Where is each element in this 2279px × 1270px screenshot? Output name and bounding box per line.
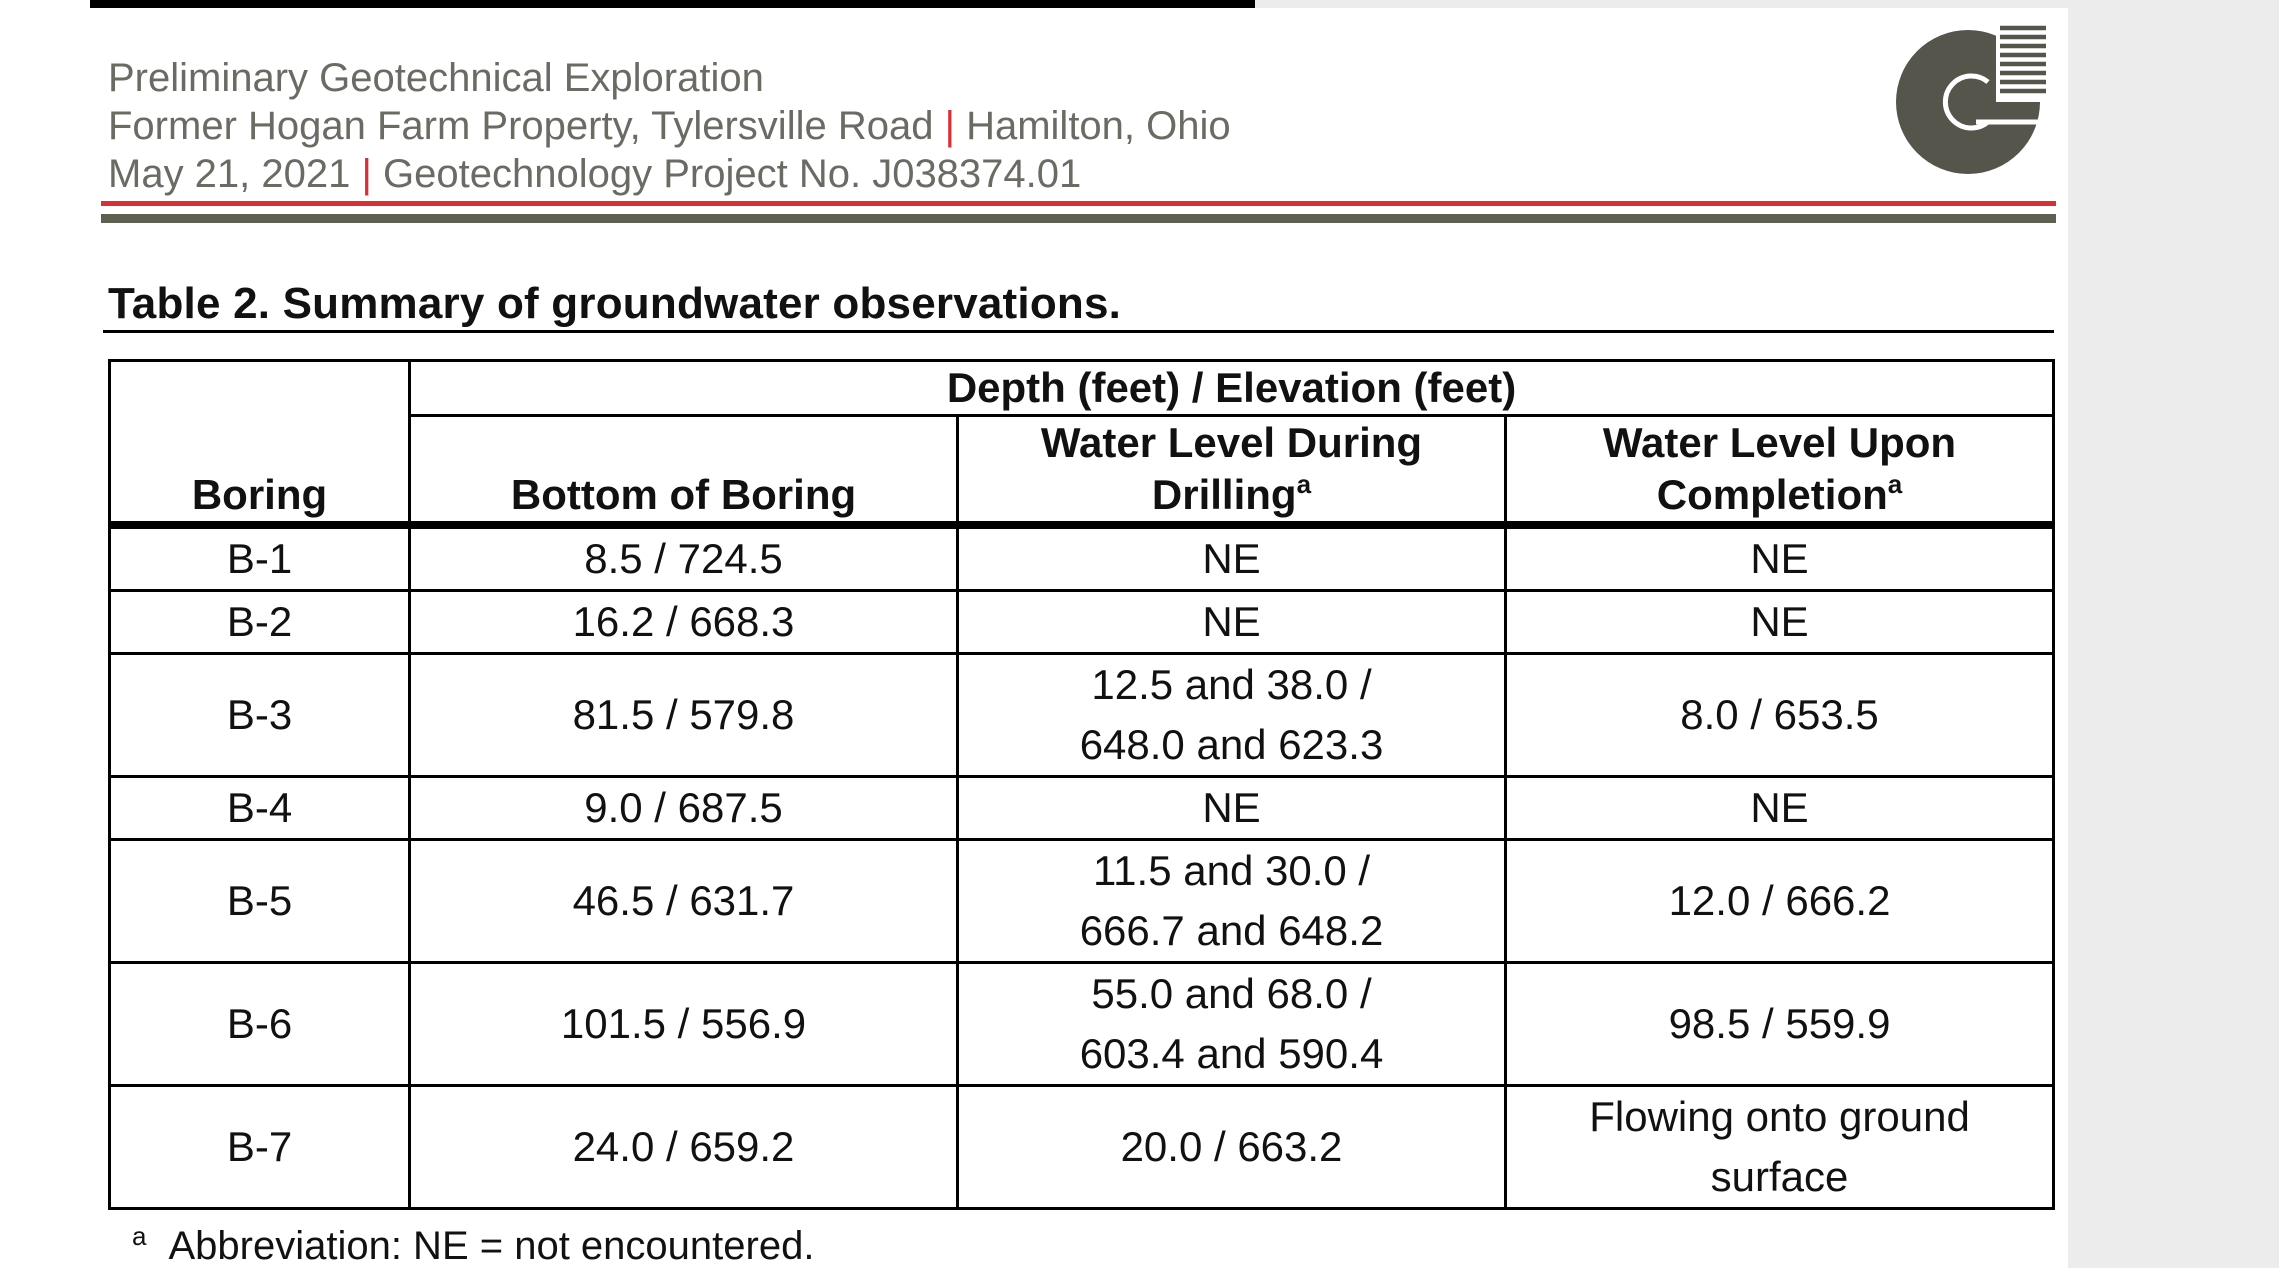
cell-water-level-upon-line: NE xyxy=(1750,784,1809,831)
cell-water-level-upon xyxy=(1506,777,2054,840)
cell-water-level-upon xyxy=(1506,840,2054,963)
cell-water-level-during-line: 55.0 and 68.0 / xyxy=(1091,970,1372,1017)
groundwater-table xyxy=(108,359,2055,1210)
cell-water-level-upon xyxy=(1506,963,2054,1086)
cell-water-level-upon-line: 12.0 / 666.2 xyxy=(1668,877,1891,924)
group-header: Depth (feet) / Elevation (feet) xyxy=(410,361,2054,416)
cell-water-level-during-line: 11.5 and 30.0 / xyxy=(1092,847,1371,894)
cell-bottom-of-boring: 46.5 / 631.7 xyxy=(410,840,958,963)
cell-bottom-of-boring: 16.2 / 668.3 xyxy=(410,591,958,654)
cell-boring: B-4 xyxy=(110,777,410,840)
col-header-bottom-label: Bottom of Boring xyxy=(510,471,857,518)
caption-rule xyxy=(103,330,2054,333)
header-separator: | xyxy=(361,152,372,196)
cell-water-level-upon-line: 8.0 / 653.5 xyxy=(1680,691,1879,738)
report-title: Preliminary Geotechnical Exploration xyxy=(108,56,764,100)
cell-water-level-during xyxy=(958,525,1506,591)
table-row xyxy=(110,963,2054,1086)
top-strip xyxy=(1255,0,2068,8)
cell-water-level-upon xyxy=(1506,525,2054,591)
cell-water-level-upon-line: NE xyxy=(1750,598,1809,645)
col-header-during-line2 xyxy=(969,469,1494,521)
cell-water-level-during xyxy=(958,654,1506,777)
cell-bottom-of-boring: 9.0 / 687.5 xyxy=(410,777,958,840)
site-location: Hamilton, Ohio xyxy=(966,104,1231,148)
cell-water-level-during-line: NE xyxy=(1202,598,1261,645)
header-line-1 xyxy=(108,54,1231,102)
col-header-upon-line2 xyxy=(1517,469,2042,521)
cell-water-level-upon xyxy=(1506,591,2054,654)
cell-water-level-upon-line: 98.5 / 559.9 xyxy=(1668,1000,1891,1047)
cell-bottom-of-boring: 81.5 / 579.8 xyxy=(410,654,958,777)
table-caption: Table 2. Summary of groundwater observations. xyxy=(108,279,1122,328)
header-rule-red xyxy=(101,201,2056,206)
cell-bottom-of-boring: 8.5 / 724.5 xyxy=(410,525,958,591)
table-footnote xyxy=(132,1212,814,1270)
table-header xyxy=(110,361,2054,526)
footnote-marker: a xyxy=(1887,469,1903,499)
col-header-during-label: Drilling xyxy=(1151,471,1297,518)
cell-water-level-during-line: 20.0 / 663.2 xyxy=(1120,1123,1343,1170)
col-header-upon-line1: Water Level Upon xyxy=(1602,419,1957,466)
cell-water-level-during xyxy=(958,840,1506,963)
col-header-bottom xyxy=(410,416,958,526)
header-rule-olive xyxy=(101,214,2056,223)
cell-water-level-during-line: NE xyxy=(1202,535,1261,582)
cell-water-level-during xyxy=(958,963,1506,1086)
geotechnology-logo-icon xyxy=(1896,22,2048,178)
footnote-marker: a xyxy=(1296,469,1312,499)
table-row xyxy=(110,1086,2054,1209)
cell-water-level-during-line: 12.5 and 38.0 / xyxy=(1091,661,1372,708)
footnote-text: Abbreviation: NE = not encountered. xyxy=(168,1224,815,1268)
cell-boring: B-2 xyxy=(110,591,410,654)
cell-water-level-upon-line: Flowing onto ground xyxy=(1589,1093,1970,1140)
cell-boring: B-6 xyxy=(110,963,410,1086)
table-row xyxy=(110,654,2054,777)
header-line-2 xyxy=(108,102,1231,150)
header-line-3 xyxy=(108,150,1231,198)
cell-bottom-of-boring: 24.0 / 659.2 xyxy=(410,1086,958,1209)
col-header-upon xyxy=(1506,416,2054,526)
col-header-boring xyxy=(110,361,410,526)
cell-bottom-of-boring: 101.5 / 556.9 xyxy=(410,963,958,1086)
col-header-during xyxy=(958,416,1506,526)
project-number: Geotechnology Project No. J038374.01 xyxy=(383,152,1082,196)
col-header-during-line1: Water Level During xyxy=(1040,419,1423,466)
footnote-mark: a xyxy=(132,1221,147,1251)
cell-water-level-during xyxy=(958,777,1506,840)
cell-water-level-upon xyxy=(1506,654,2054,777)
cell-water-level-during-line: 648.0 and 623.3 xyxy=(1079,721,1384,768)
cell-boring: B-5 xyxy=(110,840,410,963)
cell-boring: B-3 xyxy=(110,654,410,777)
header-row-1 xyxy=(110,361,2054,416)
right-gutter xyxy=(2068,0,2279,1268)
cell-water-level-during xyxy=(958,1086,1506,1209)
cell-water-level-upon-line: NE xyxy=(1750,535,1809,582)
table-row xyxy=(110,591,2054,654)
cell-boring: B-7 xyxy=(110,1086,410,1209)
cell-water-level-during-line: NE xyxy=(1202,784,1261,831)
col-header-upon-label: Completion xyxy=(1656,471,1888,518)
report-header xyxy=(108,54,1231,198)
cell-water-level-during xyxy=(958,591,1506,654)
header-separator: | xyxy=(944,104,955,148)
report-date: May 21, 2021 xyxy=(108,152,351,196)
col-header-boring-label: Boring xyxy=(191,471,328,518)
cell-water-level-upon-line: surface xyxy=(1710,1153,1849,1200)
cell-water-level-during-line: 666.7 and 648.2 xyxy=(1079,907,1384,954)
cell-boring: B-1 xyxy=(110,525,410,591)
table-row xyxy=(110,777,2054,840)
table-body xyxy=(110,525,2054,1209)
cell-water-level-during-line: 603.4 and 590.4 xyxy=(1079,1030,1384,1077)
site-name: Former Hogan Farm Property, Tylersville Road xyxy=(108,104,934,148)
table-row xyxy=(110,840,2054,963)
cell-water-level-upon xyxy=(1506,1086,2054,1209)
table-row xyxy=(110,525,2054,591)
top-rule xyxy=(90,0,1255,8)
